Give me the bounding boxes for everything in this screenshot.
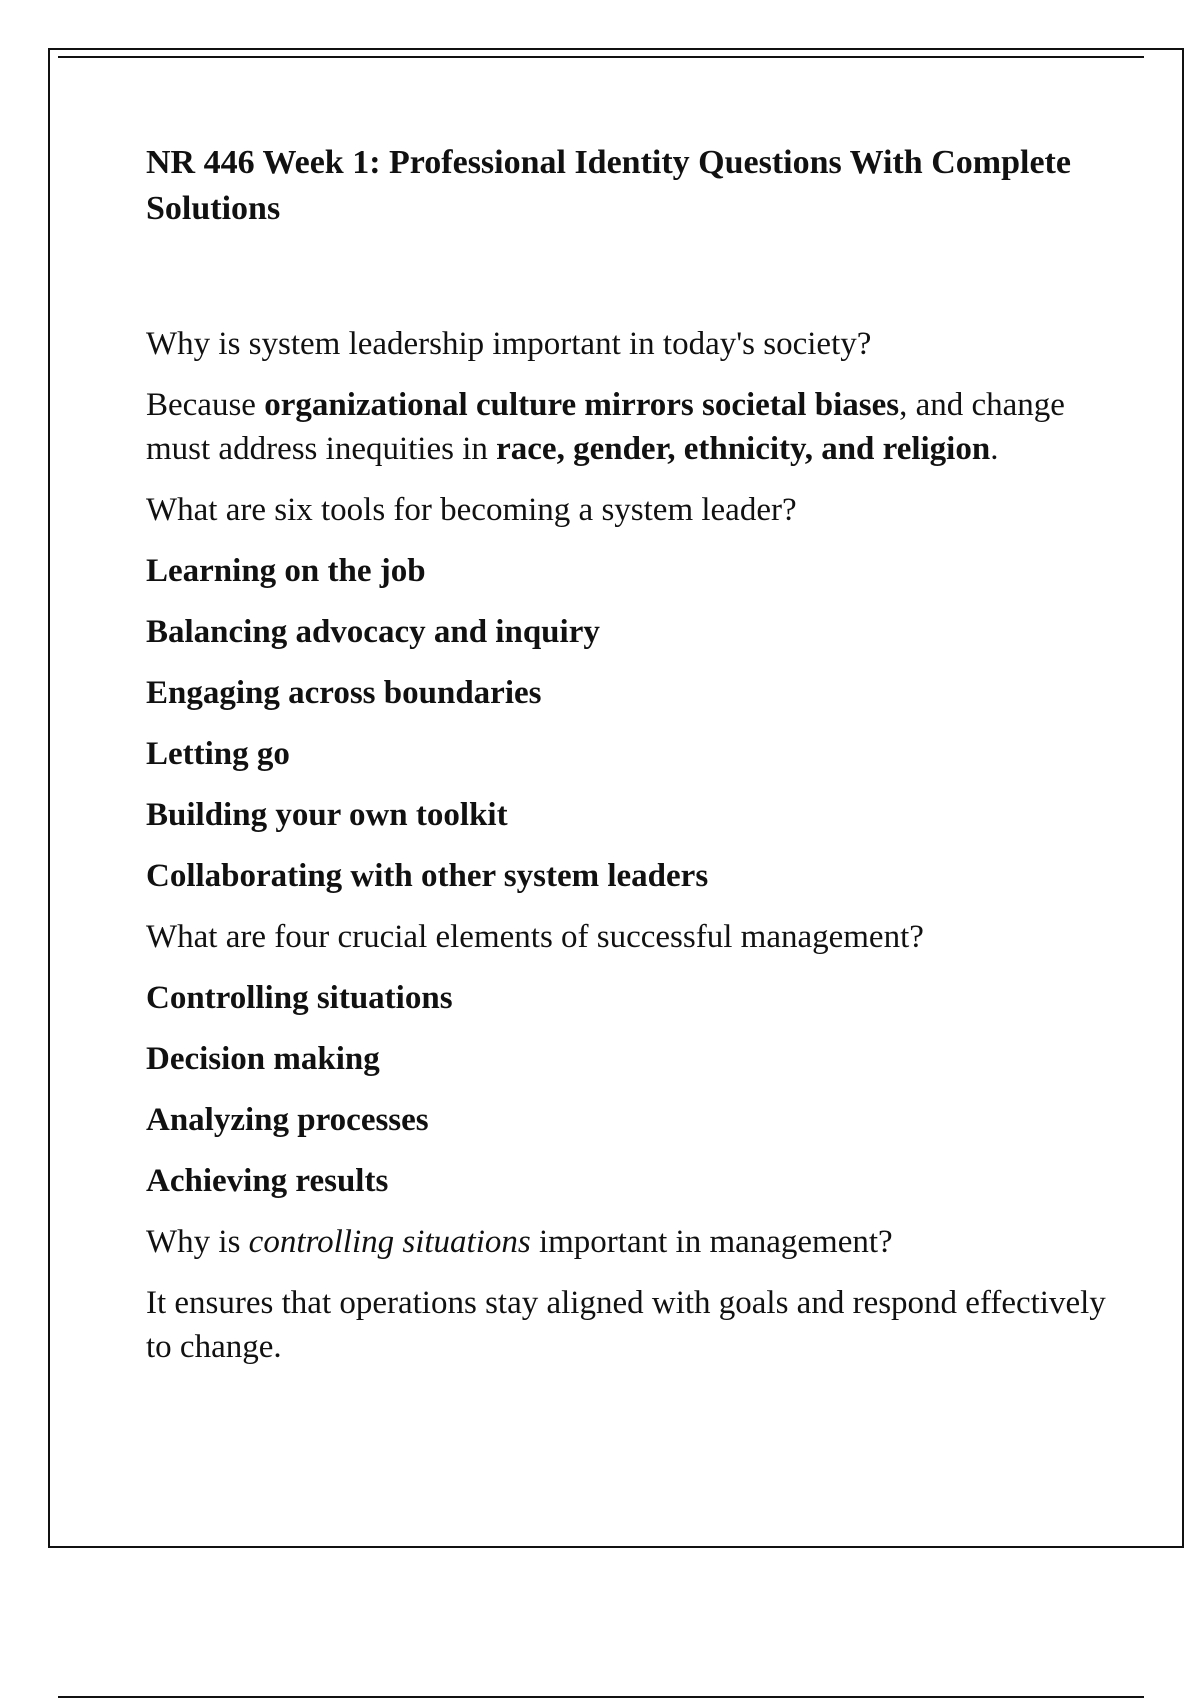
answer-1-text: , and change must address inequities in — [146, 387, 1065, 467]
question-3: What are four crucial elements of successful management? — [146, 919, 924, 955]
answer-1-text: . — [990, 431, 999, 467]
document-body — [146, 140, 1106, 1386]
answer-1-text: Because — [146, 387, 265, 423]
answer-item: Letting go — [146, 736, 290, 772]
question-4-text: important in management? — [530, 1224, 893, 1260]
answer-item: Balancing advocacy and inquiry — [146, 614, 600, 650]
document-title: NR 446 Week 1: Professional Identity Questions With Complete Solutions — [146, 144, 1071, 227]
question-1: Why is system leadership important in today's society? — [146, 326, 872, 362]
answer-item: Building your own toolkit — [146, 797, 508, 833]
answer-1 — [146, 383, 1106, 471]
top-rule — [58, 56, 1144, 58]
question-2: What are six tools for becoming a system leader? — [146, 492, 797, 528]
answer-item: Controlling situations — [146, 980, 453, 1016]
question-4-italic-phrase: controlling situations — [248, 1224, 531, 1260]
answer-1-bold-phrase: organizational culture mirrors societal biases — [264, 387, 900, 423]
answer-item: Engaging across boundaries — [146, 675, 542, 711]
answer-item: Decision making — [146, 1041, 380, 1077]
question-4-text: Why is — [146, 1224, 249, 1260]
answer-item: Collaborating with other system leaders — [146, 858, 709, 894]
answer-item: Analyzing processes — [146, 1102, 429, 1138]
answer-4: It ensures that operations stay aligned with goals and respond effectively to change. — [146, 1285, 1106, 1365]
answer-item: Achieving results — [146, 1163, 389, 1199]
bottom-rule — [58, 1696, 1144, 1698]
answer-item: Learning on the job — [146, 553, 426, 589]
answer-1-bold-phrase: race, gender, ethnicity, and religion — [496, 431, 991, 467]
question-4 — [146, 1220, 1106, 1264]
